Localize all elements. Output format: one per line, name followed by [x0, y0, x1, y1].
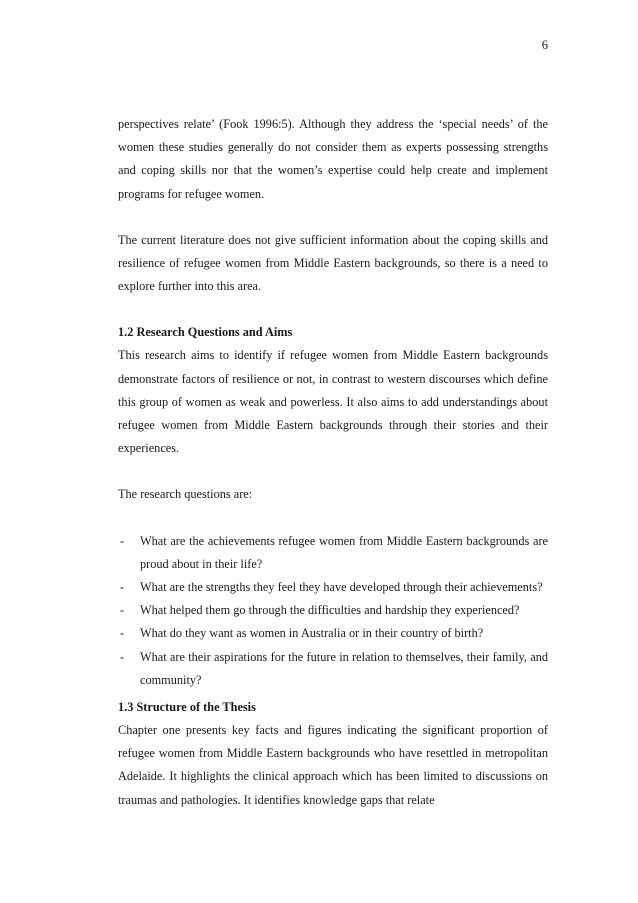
- paragraph-questions-intro: The research questions are:: [118, 487, 253, 502]
- bullet-dash: -: [120, 603, 125, 618]
- research-questions-list: [118, 530, 548, 692]
- list-item: [118, 530, 548, 576]
- heading-research-questions-aims: 1.2 Research Questions and Aims: [118, 325, 293, 340]
- bullet-dash: -: [120, 533, 125, 548]
- research-question-text: What helped them go through the difficulties and hardship they experienced?: [140, 603, 520, 618]
- page-number: 6: [541, 38, 548, 52]
- list-item: [118, 622, 548, 645]
- research-question-text: What are the strengths they feel they have developed through their achievements?: [140, 580, 543, 595]
- page-content: [118, 113, 548, 812]
- research-question-text: What do they want as women in Australia or in their country of birth?: [140, 626, 484, 641]
- paragraph-literature-gap: The current literature does not give sufficient information about the coping skills and resilience of refugee women from Middle Eastern backgrounds, so there is a need to explore further into this area.: [118, 232, 548, 294]
- list-item: [118, 576, 548, 599]
- bullet-dash: -: [120, 649, 125, 664]
- paragraph-fook-citation: perspectives relate’ (Fook 1996:5). Although they address the ‘special needs’ of the women these studies generally do not consider them as experts possessing strengths and coping skills nor that the women’s expertise could help create and implement programs for refugee women.: [118, 117, 548, 201]
- paragraph-thesis-structure: Chapter one presents key facts and figures indicating the significant proportion of refugee women from Middle Eastern backgrounds who have resettled in metropolitan Adelaide. It highlights the clinical approach which has been limited to discussions on traumas and pathologies. It identifies knowledge gaps that relate: [118, 723, 548, 807]
- heading-structure-of-thesis: 1.3 Structure of the Thesis: [118, 700, 256, 715]
- list-item: [118, 646, 548, 692]
- bullet-dash: -: [120, 580, 125, 595]
- list-item: [118, 599, 548, 622]
- bullet-dash: -: [120, 626, 125, 641]
- research-question-text: What are the achievements refugee women from Middle Eastern backgrounds are proud about in their life?: [140, 533, 548, 571]
- paragraph-research-aims: This research aims to identify if refugee women from Middle Eastern backgrounds demonstrate factors of resilience or not, in contrast to western discourses which define this group of women as weak and powerless. It also aims to add understandings about refugee women from Middle Eastern backgrounds through their stories and their experiences.: [118, 348, 548, 456]
- research-question-text: What are their aspirations for the future in relation to themselves, their family, and community?: [140, 649, 548, 687]
